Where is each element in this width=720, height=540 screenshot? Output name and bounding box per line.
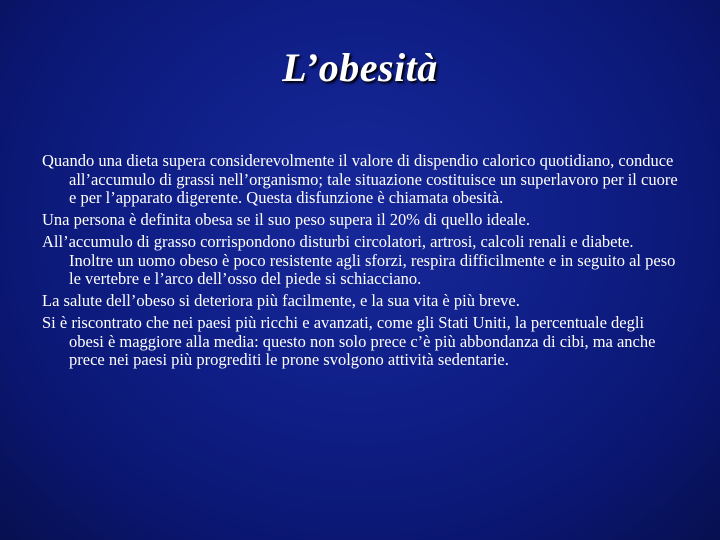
paragraph-5: Si è riscontrato che nei paesi più ricchi e avanzati, come gli Stati Uniti, la percentuale degli obesi è maggiore alla media: questo non solo prece c’è più abbondanza di cibi, ma anche prece nei paesi più progrediti le prone svolgono attività sedentarie. — [42, 313, 656, 369]
paragraph-1: Quando una dieta supera considerevolmente il valore di dispendio calorico quotidiano, conduce all’accumulo di grassi nell’organismo; tale situazione costituisce un superlavoro per il cuore e per l’apparato digerente. Questa disfunzione è chiamata obesità. — [42, 151, 678, 207]
slide-body — [42, 152, 678, 373]
paragraph-2: Una persona è definita obesa se il suo peso supera il 20% di quello ideale. — [42, 210, 530, 229]
slide-title: L’obesità — [282, 45, 438, 90]
paragraph-4: La salute dell’obeso si deteriora più facilmente, e la sua vita è più breve. — [42, 291, 520, 310]
paragraph-3: All’accumulo di grasso corrispondono disturbi circolatori, artrosi, calcoli renali e diabete. Inoltre un uomo obeso è poco resistente agli sforzi, respira difficilmente e in seguito al peso le vertebre e l’arco dell’osso del piede si schiacciano. — [42, 232, 676, 288]
